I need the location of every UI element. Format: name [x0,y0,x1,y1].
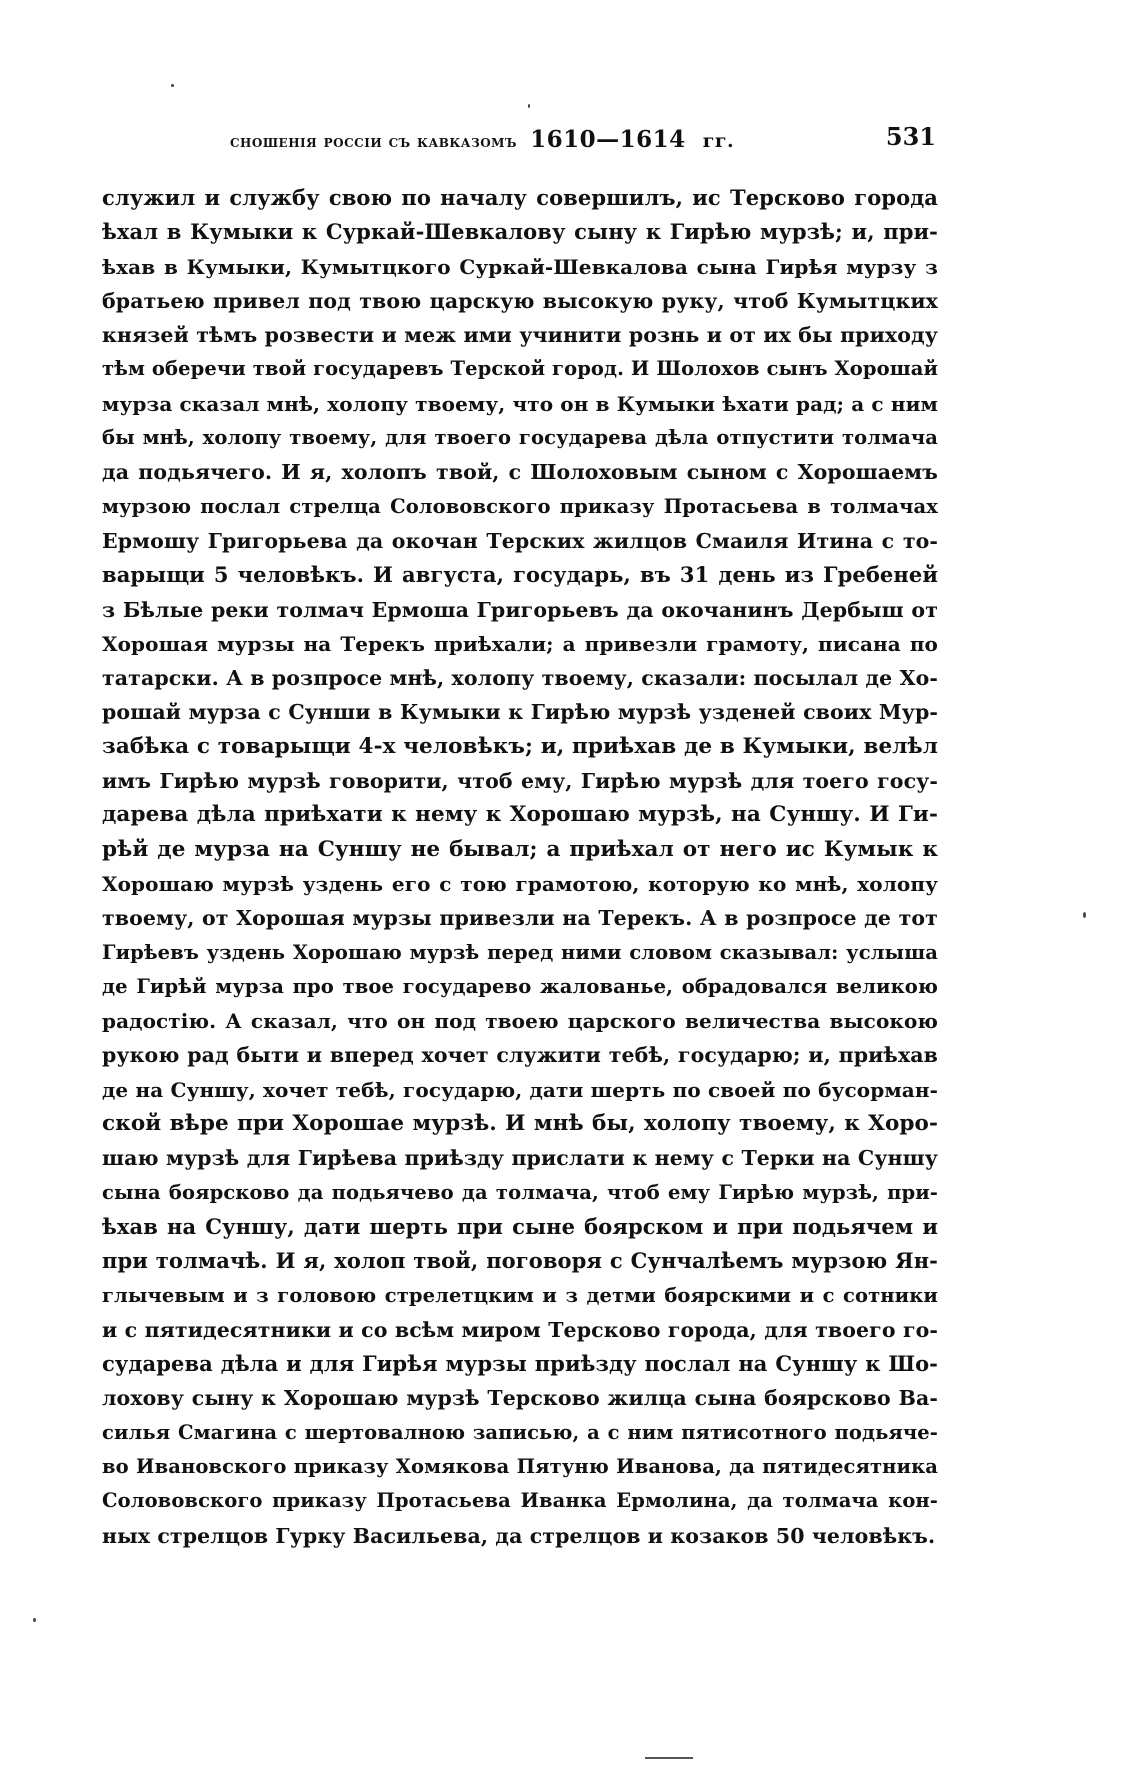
text-line: мурза сказал мнѣ, холопу твоему, что он в Кумыки ѣхати рад; а с ним [102,391,938,416]
text-line: татарски. А в розпросе мнѣ, холопу твоему, сказали: посылал де Хо- [102,666,938,691]
text-line: Ермошу Григорьева да окочан Терских жилцов Смаиля Итина с то- [102,528,938,553]
text-line: бы мнѣ, холопу твоему, для твоего государева дѣла отпустити толмача [102,426,938,450]
text-line: шаю мурзѣ для Гирѣева приѣзду прислати к нему с Терки на Суншу [102,1146,938,1171]
text-line: де Гирѣй мурза про твое государево жалованье, обрадовался великою [102,974,938,998]
text-line: братьею привел под твою царскую высокую руку, чтоб Кумытцких [102,288,938,313]
text-line: Хорошая мурзы на Терекъ приѣхали; а привезли грамоту, писана по [102,631,938,656]
text-line: ных стрелцов Гурку Васильева, да стрелцов и козаков 50 человѣкъ. [102,1523,936,1548]
text-line: князей тѣмъ розвести и меж ими учинити рознь и от их бы приходу [102,323,938,348]
text-line: силья Смагина с шертовалною записью, а с ним пятисотного подьяче- [102,1420,938,1444]
scan-mark [645,1757,693,1759]
text-line: рошай мурза с Сунши в Кумыки к Гирѣю мурзѣ узденей своих Мур- [102,700,938,725]
text-line: сына боярсково да подьячево да толмача, чтоб ему Гирѣю мурзѣ, при- [102,1180,938,1204]
running-title [230,126,734,153]
text-line: имъ Гирѣю мурзѣ говорити, чтоб ему, Гирѣю мурзѣ для тоего госу- [102,769,938,794]
text-line: мурзою послал стрелца Солововского приказу Протасьева в толмачах [102,494,938,518]
text-line: Гирѣевъ уздень Хорошаю мурзѣ перед ними словом сказывал: услыша [102,940,938,964]
text-line: ѣхав в Кумыки, Кумытцкого Суркай-Шевкалова сына Гирѣя мурзу з [102,254,938,279]
text-line: рукою рад быти и вперед хочет служити тебѣ, государю; и, приѣхав [102,1043,938,1068]
text-line: Хорошаю мурзѣ уздень его с тою грамотою, которую ко мнѣ, холопу [102,871,938,896]
scan-speck [171,84,174,87]
text-line: и с пятидесятники и со всѣм миром Терсково города, для твоего го- [102,1317,938,1342]
text-line: сударева дѣла и для Гирѣя мурзы приѣзду послал на Суншу к Шо- [102,1351,938,1377]
running-head [90,122,936,158]
text-line: глычевым и з головою стрелетцким и з детми боярскими и с сотники [102,1283,938,1307]
text-line: ѣхал в Кумыки к Суркай-Шевкалову сыну к Гирѣю мурзѣ; и, при- [102,219,938,245]
scan-speck [1083,912,1086,918]
text-line: радостію. А сказал, что он под твоею царского величества высокою [102,1009,938,1034]
text-line: дарева дѣла приѣхати к нему к Хорошаю мурзѣ, на Суншу. И Ги- [102,802,938,828]
running-title-abbrev: гг. [702,130,735,152]
running-title-text: сношенія россіи съ кавказомъ [230,132,517,152]
text-line: лохову сыну к Хорошаю мурзѣ Терсково жилца сына боярсково Ва- [102,1386,938,1411]
text-line: забѣка с товарыщи 4-х человѣкъ; и, приѣхав де в Кумыки, велѣл [102,733,938,759]
text-line: де на Суншу, хочет тебѣ, государю, дати шерть по своей по бусорман- [102,1077,938,1102]
text-line: Солововского приказу Протасьева Иванка Ермолина, да толмача кон- [102,1489,938,1513]
text-line: з Бѣлые реки толмач Ермоша Григорьевъ да окочанинъ Дербыш от [102,597,938,622]
scan-speck [33,1618,36,1622]
text-line: тѣм оберечи твой государевъ Терской город. И Шолохов сынъ Хорошай [102,357,938,381]
text-line: служил и службу свою по началу совершилъ, ис Терсково города [102,185,938,210]
running-title-years: 1610—1614 [530,126,686,153]
text-line: варыщи 5 человѣкъ. И августа, государь, въ 31 день из Гребеней [102,562,938,588]
body-text [102,181,938,1553]
text-line: ской вѣре при Хорошае мурзѣ. И мнѣ бы, холопу твоему, к Хоро- [102,1111,938,1137]
page-number: 531 [885,122,936,151]
text-line: рѣй де мурза на Суншу не бывал; а приѣхал от него ис Кумык к [102,836,938,862]
scan-speck [528,104,530,108]
text-line: твоему, от Хорошая мурзы привезли на Терекъ. А в розпросе де тот [102,906,938,931]
text-line: ѣхав на Суншу, дати шерть при сыне боярском и при подьячем и [102,1213,938,1239]
text-line: во Ивановского приказу Хомякова Пятуню Иванова, да пятидесятника [102,1454,938,1478]
text-line: при толмачѣ. И я, холоп твой, поговоря с Сунчалѣемъ мурзою Ян- [102,1248,938,1274]
text-line: да подьячего. И я, холопъ твой, с Шолоховым сыном с Хорошаемъ [102,460,938,485]
